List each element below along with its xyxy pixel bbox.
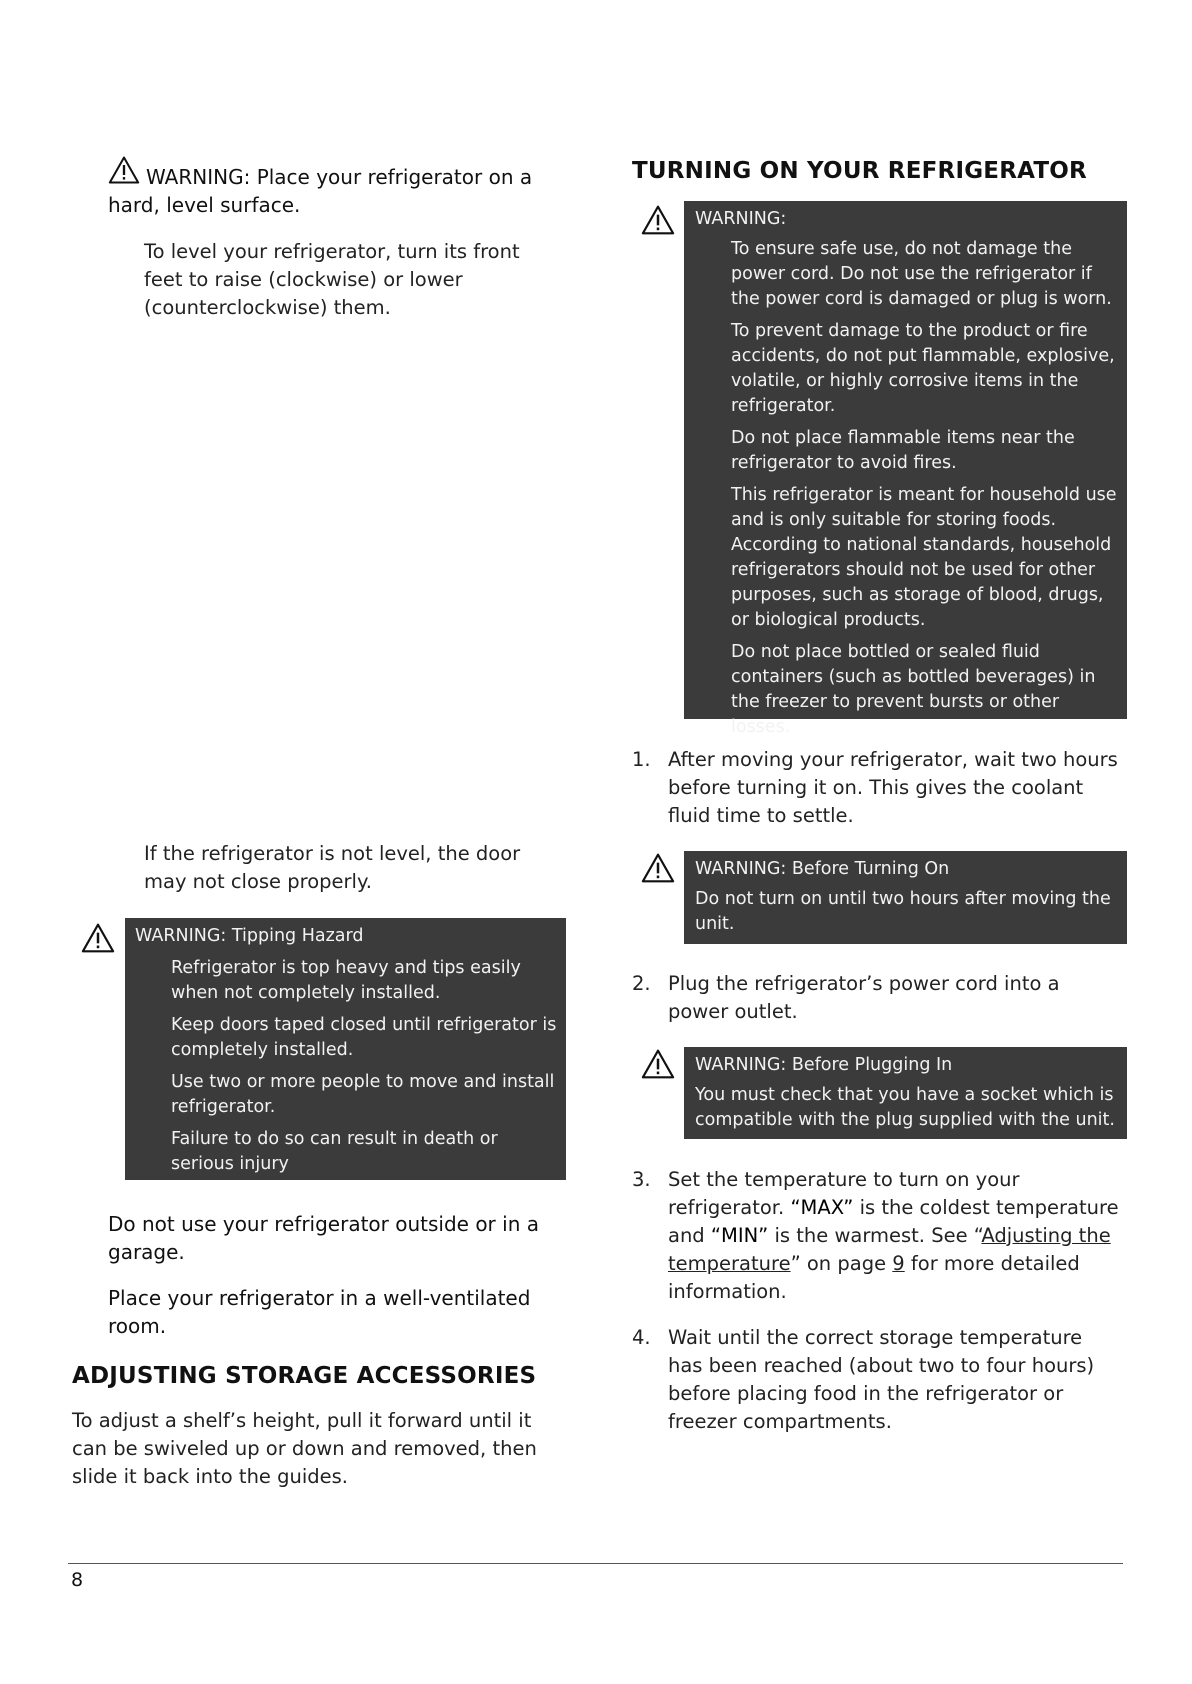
step-text: Set the temperature to turn on your refrigerator. “MAX” is the coldest temperature and “MIN” is the warmest. See “Adjusting the temperature” on page 9 for more detailed information.	[668, 1168, 1119, 1303]
warning-icon	[80, 922, 116, 954]
not-level-note: If the refrigerator is not level, the door may not close properly.	[144, 842, 521, 893]
main-warning-item: Do not place flammable items near the refrigerator to avoid fires.	[731, 428, 1075, 473]
footer-rule	[68, 1563, 1123, 1564]
main-warning-box	[684, 201, 1127, 737]
main-warning-item: To ensure safe use, do not damage the power cord. Do not use the refrigerator if the power cord is damaged or plug is worn.	[731, 239, 1112, 309]
accessories-text: To adjust a shelf’s height, pull it forward until it can be swiveled up or down and removed, then slide it back into the guides.	[72, 1409, 537, 1488]
leveling-instructions: To level your refrigerator, turn its front feet to raise (clockwise) or lower (counterclockwise) them.	[144, 240, 520, 319]
before-plugging-in-title: WARNING: Before Plugging In	[695, 1055, 953, 1075]
tipping-hazard-title: WARNING: Tipping Hazard	[135, 926, 364, 946]
surface-warning-label: WARNING:	[146, 165, 251, 189]
step-number: 2.	[632, 972, 651, 995]
main-warning-item: Do not place bottled or sealed fluid containers (such as bottled beverages) in the freezer to prevent bursts or other losses.	[731, 642, 1096, 737]
step-text: Wait until the correct storage temperature has been reached (about two to four hours) before placing food in the refrigerator or freezer compartments.	[668, 1326, 1095, 1433]
step-4	[632, 1324, 1122, 1444]
step-number: 3.	[632, 1168, 651, 1191]
before-turning-on-title: WARNING: Before Turning On	[695, 859, 950, 879]
step-text: After moving your refrigerator, wait two hours before turning it on. This gives the coolant fluid time to settle.	[668, 748, 1118, 827]
before-plugging-in-text: You must check that you have a socket which is compatible with the plug supplied with the unit.	[695, 1085, 1115, 1130]
warning-icon	[640, 852, 676, 884]
accessories-heading: ADJUSTING STORAGE ACCESSORIES	[72, 1363, 537, 1389]
before-turning-on-warning-box	[684, 851, 1127, 944]
ventilation-note: Place your refrigerator in a well-ventilated room.	[108, 1286, 531, 1338]
min-label: “MIN”	[710, 1224, 769, 1247]
main-warning-title: WARNING:	[695, 209, 787, 229]
turning-on-heading: TURNING ON YOUR REFRIGERATOR	[632, 158, 1087, 184]
tipping-item: Use two or more people to move and install refrigerator.	[171, 1072, 555, 1117]
max-label: “MAX”	[790, 1196, 854, 1219]
main-warning-item: This refrigerator is meant for household use and is only suitable for storing foods. According to national standards, household refrigerators should not be used for other purposes, such as storage of blood, drugs, or biological products.	[731, 485, 1117, 630]
tipping-item: Refrigerator is top heavy and tips easily when not completely installed.	[171, 958, 521, 1003]
surface-warning	[108, 163, 568, 219]
before-turning-on-text: Do not turn on until two hours after moving the unit.	[695, 889, 1111, 934]
step-1	[632, 746, 1122, 836]
step-text: Plug the refrigerator’s power cord into a power outlet.	[668, 972, 1060, 1023]
page-number: 8	[71, 1569, 84, 1591]
step-number: 1.	[632, 748, 651, 771]
warning-icon	[640, 204, 676, 236]
tipping-hazard-warning-box	[125, 918, 566, 1180]
page-9-link[interactable]: 9	[892, 1252, 905, 1275]
surface-warning-text: Place your refrigerator on a hard, level surface.	[108, 165, 533, 217]
tipping-item: Failure to do so can result in death or serious injury	[171, 1129, 498, 1174]
step-2	[632, 970, 1122, 1030]
adjusting-temperature-link[interactable]: Adjusting the temperature	[668, 1224, 1111, 1275]
tipping-item: Keep doors taped closed until refrigerator is completely installed.	[171, 1015, 557, 1060]
outdoor-note: Do not use your refrigerator outside or in a garage.	[108, 1212, 539, 1264]
main-warning-item: To prevent damage to the product or fire accidents, do not put flammable, explosive, volatile, or highly corrosive items in the refrigerator.	[731, 321, 1115, 416]
step-3	[632, 1166, 1122, 1311]
warning-icon	[640, 1048, 676, 1080]
before-plugging-in-warning-box	[684, 1047, 1127, 1139]
step-number: 4.	[632, 1326, 651, 1349]
